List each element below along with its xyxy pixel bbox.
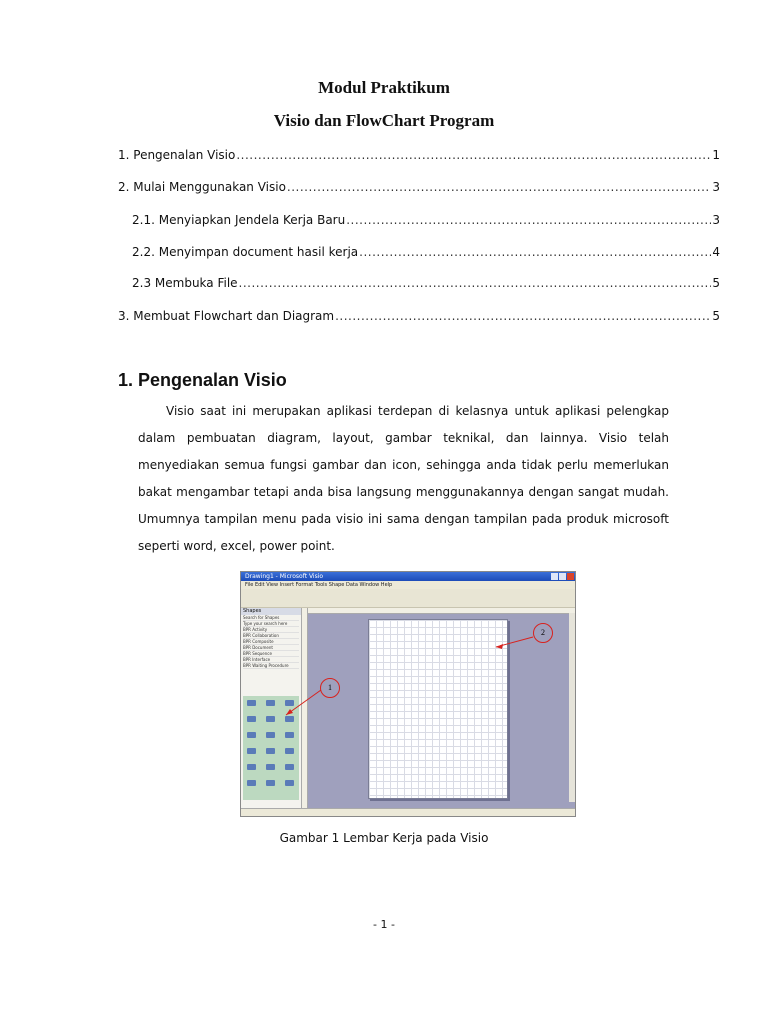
document-subtitle: Visio dan FlowChart Program — [273, 111, 495, 130]
stencil-item: BPR Document — [243, 645, 299, 651]
toc-leader — [359, 245, 711, 259]
toc-entry — [118, 309, 720, 323]
callout-1-arrowhead — [286, 709, 293, 715]
toc-entry-label: 1. Pengenalan Visio — [118, 148, 236, 162]
toc-entry-label: 2. Mulai Menggunakan Visio — [118, 180, 286, 194]
stencil-item: BPR Collaboration — [243, 633, 299, 639]
toc-entry — [132, 213, 720, 227]
toc-entry-label: 2.1. Menyiapkan Jendela Kerja Baru — [132, 213, 346, 227]
toc-entry — [132, 245, 720, 259]
document-title: Modul Praktikum — [318, 78, 450, 97]
stencil-item: BPR Waiting Procedure — [243, 663, 299, 669]
toc-leader — [346, 213, 711, 227]
stencil-item: Type your search here — [243, 621, 299, 627]
stencil-item: BPR Composite — [243, 639, 299, 645]
callout-1: 1 — [320, 678, 340, 698]
section-paragraph: Visio saat ini merupakan aplikasi terdepan di kelasnya untuk aplikasi pelengkap dalam pembuatan diagram, layout, gambar teknikal, dan lainnya. Visio telah menyediakan semua fungsi gambar dan icon, sehingga anda tidak perlu memerlukan bakat mengambar tetapi anda bisa langsung menggunakannya dengan sangat mudah. Umumnya tampilan menu pada visio ini sama dengan tampilan pada produk microsoft seperti word, excel, power point. — [138, 404, 669, 553]
toc-leader — [335, 309, 711, 323]
callout-arrows — [241, 572, 575, 816]
toc-leader — [236, 148, 711, 162]
page-number: - 1 - — [373, 918, 395, 931]
visio-screenshot-figure — [240, 571, 576, 817]
toc-entry-label: 3. Membuat Flowchart dan Diagram — [118, 309, 335, 323]
window-title: Drawing1 - Microsoft Visio — [245, 573, 324, 580]
toc-entry-page: 3 — [712, 180, 720, 194]
toc-entry-page: 4 — [712, 245, 720, 259]
stencil-item: Search for Shapes — [243, 615, 299, 621]
toc-entry — [132, 276, 720, 290]
menu-bar: File Edit View Insert Format Tools Shape Data Window Help — [241, 581, 575, 589]
toc-entry-page: 3 — [712, 213, 720, 227]
toc-entry — [118, 148, 720, 162]
toc-entry-label: 2.2. Menyimpan document hasil kerja — [132, 245, 359, 259]
figure-caption: Gambar 1 Lembar Kerja pada Visio — [279, 831, 489, 845]
stencil-item: BPR Activity — [243, 627, 299, 633]
stencil-item: BPR Interface — [243, 657, 299, 663]
toc-entry-label: 2.3 Membuka File — [132, 276, 238, 290]
toc-entry — [118, 180, 720, 194]
toc-leader — [287, 180, 711, 194]
toc-entry-page: 5 — [712, 276, 720, 290]
callout-2: 2 — [533, 623, 553, 643]
toc-leader — [239, 276, 712, 290]
shapes-panel-header: Shapes — [241, 608, 301, 615]
section-heading: 1. Pengenalan Visio — [118, 370, 287, 390]
toc-entry-page: 5 — [712, 309, 720, 323]
toc-entry-page: 1 — [712, 148, 720, 162]
stencil-item: BPR Sequence — [243, 651, 299, 657]
